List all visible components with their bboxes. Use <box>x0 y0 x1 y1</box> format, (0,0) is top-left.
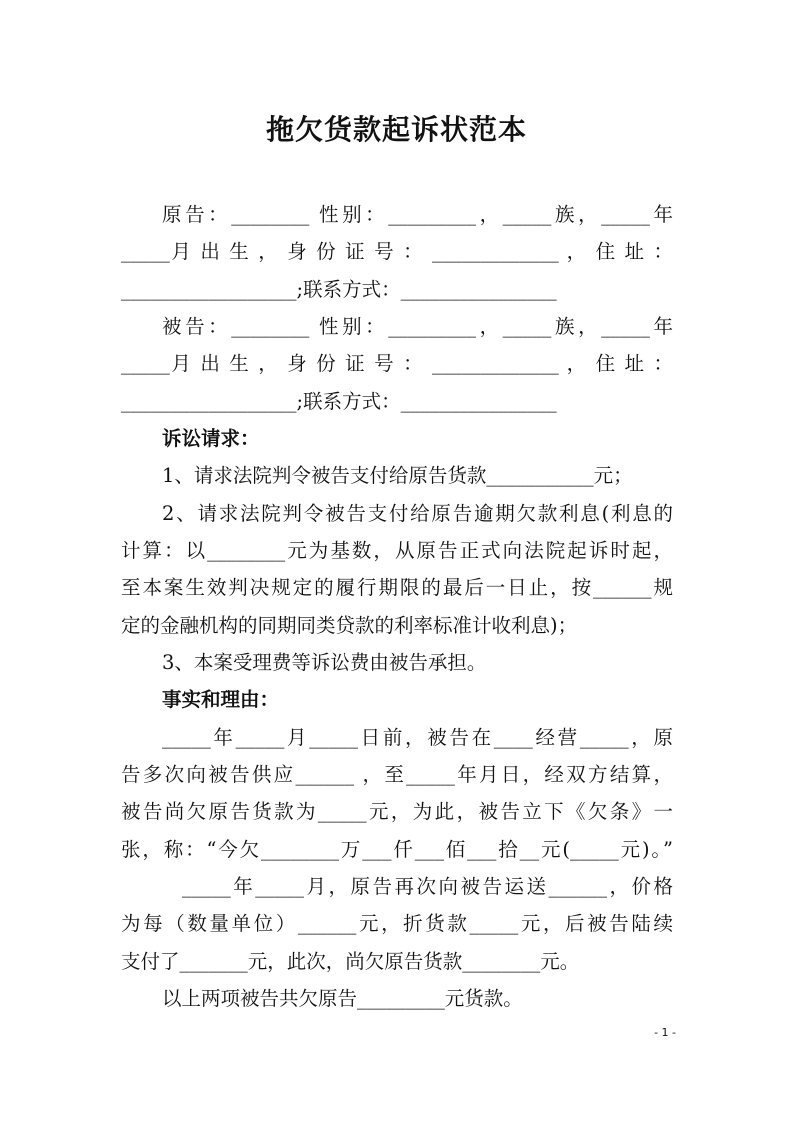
claim-2-line-2: 计算：以________元为基数，从原告正式向法院起诉时起， <box>121 539 673 562</box>
claim-2-line-1: 2、请求法院判令被告支付给原告逾期欠款利息(利息的 <box>162 502 673 525</box>
defendant-line-3: __________________;联系方式：________________ <box>121 390 557 413</box>
page-number: - 1 - <box>654 1026 676 1039</box>
plaintiff-line-3: __________________;联系方式：________________ <box>121 278 557 301</box>
facts-line-5: _____年_____月，原告再次向被告运送______，价格 <box>182 875 673 898</box>
claim-2-line-3: 至本案生效判决规定的履行期限的最后一日止，按______规 <box>121 576 673 599</box>
facts-line-6: 为每（数量单位）______元，折货款_____元，后被告陆续 <box>121 912 673 935</box>
facts-line-8: 以上两项被告共欠原告_________元货款。 <box>162 987 523 1010</box>
facts-line-7: 支付了_______元，此次，尚欠原告货款________元。 <box>121 950 580 973</box>
defendant-line-1: 被告：________ 性别：_________，_____族，_____年 <box>162 315 673 338</box>
claims-heading: 诉讼请求： <box>162 427 260 450</box>
claim-2-line-4: 定的金融机构的同期同类贷款的利率标准计收利息)； <box>121 614 578 637</box>
document-title: 拖欠货款起诉状范本 <box>265 113 527 146</box>
claim-3: 3、本案受理费等诉讼费由被告承担。 <box>162 651 487 674</box>
facts-line-4: 张，称：“今欠________万___仟___佰___拾__元(_____元)。” <box>121 838 673 861</box>
defendant-line-2: _____月 出 生 ， 身 份 证 号 ： _____________ ， 住 址 ： <box>121 352 673 375</box>
claim-1: 1、请求法院判令被告支付给原告货款___________元； <box>162 464 633 487</box>
facts-heading: 事实和理由： <box>162 688 280 711</box>
facts-line-3: 被告尚欠原告货款为_____元，为此，被告立下《欠条》一 <box>121 800 673 823</box>
plaintiff-line-1: 原告：________ 性别：_________，_____族，_____年 <box>162 203 673 226</box>
facts-line-1: _____年_____月_____日前，被告在____经营_____，原 <box>162 726 673 749</box>
plaintiff-line-2: _____月 出 生 ， 身 份 证 号 ： _____________ ， 住 址 ： <box>121 240 673 263</box>
facts-line-2: 告多次向被告供应______ ，至_____年月日，经双方结算， <box>121 763 673 786</box>
